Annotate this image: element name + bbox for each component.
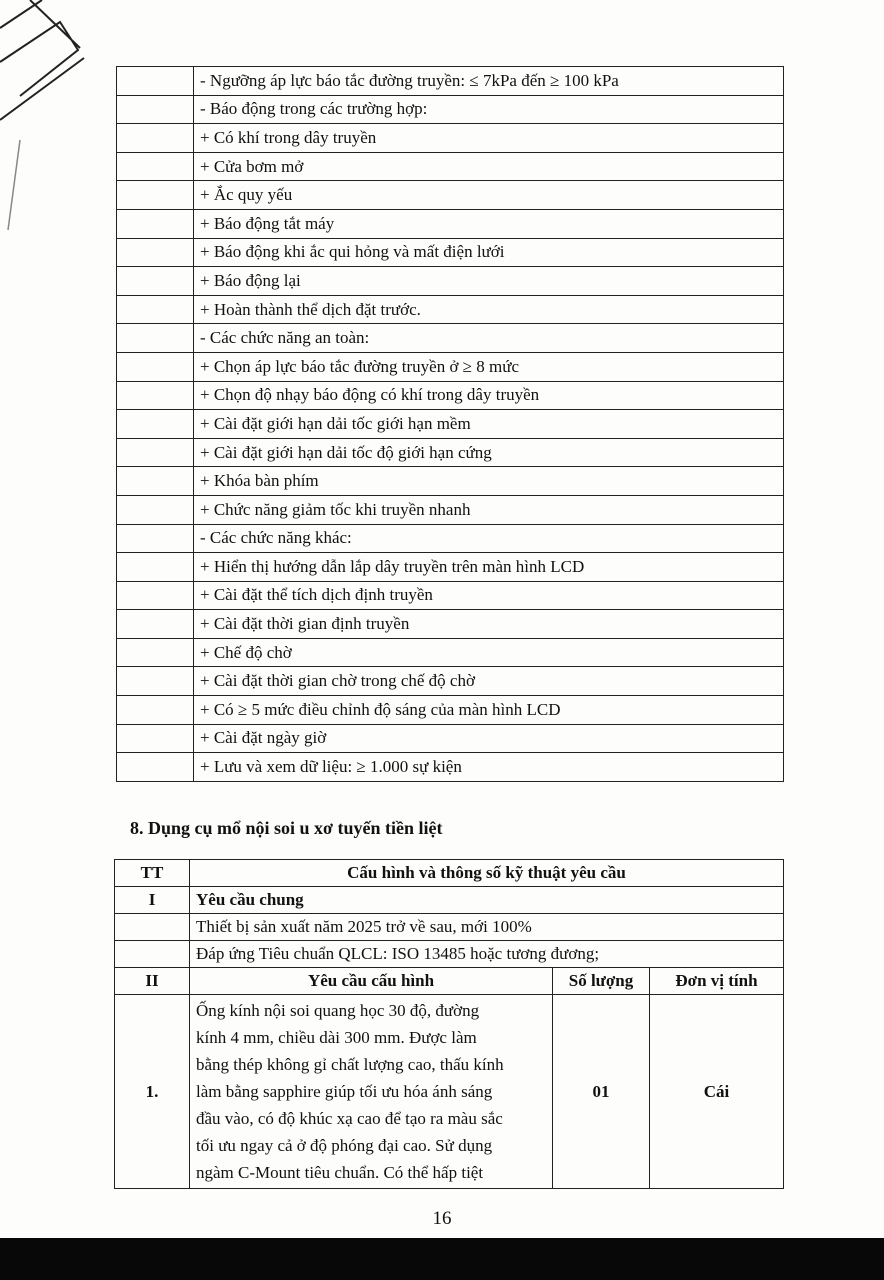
table-row [117,467,784,496]
item-unit: Cái [650,995,784,1189]
group-number: I [115,887,190,914]
endoscopy-spec-table [114,859,784,1189]
table-row [117,352,784,381]
table-row [117,610,784,639]
spec-line: + Cài đặt giới hạn dải tốc giới hạn mềm [194,410,784,439]
spec-line: + Báo động lại [194,267,784,296]
description-line: kính 4 mm, chiều dài 300 mm. Được làm [196,1028,477,1047]
description-line: tối ưu ngay cả ở độ phóng đại cao. Sử dụng [196,1136,493,1155]
table-row [117,67,784,96]
table-header-row [115,860,784,887]
empty-cell [117,467,194,496]
empty-cell [117,438,194,467]
spec-line: + Chọn độ nhạy báo động có khí trong dây truyền [194,381,784,410]
spec-line: + Chức năng giảm tốc khi truyền nhanh [194,495,784,524]
header-config: Yêu cầu cấu hình [190,968,553,995]
empty-cell [117,610,194,639]
spec-line: + Hiển thị hướng dẫn lắp dây truyền trên màn hình LCD [194,553,784,582]
corner-stamp-fragment [0,0,110,250]
empty-cell [117,238,194,267]
empty-cell [117,352,194,381]
table-row [117,724,784,753]
item-number: 1. [115,995,190,1189]
table-row [117,267,784,296]
spec-line: + Có ≥ 5 mức điều chỉnh độ sáng của màn hình LCD [194,696,784,725]
spec-line: + Chế độ chờ [194,638,784,667]
empty-cell [115,941,190,968]
spec-line: + Báo động tắt máy [194,209,784,238]
table-row [115,914,784,941]
empty-cell [117,95,194,124]
table-row [117,181,784,210]
spec-line: + Cửa bơm mở [194,152,784,181]
empty-cell [115,914,190,941]
table-row [117,638,784,667]
spec-line: + Ắc quy yếu [194,181,784,210]
description-line: làm bằng sapphire giúp tối ưu hóa ánh sáng [196,1082,493,1101]
item-row [115,995,784,1189]
table-row [117,124,784,153]
group-title: Yêu cầu chung [190,887,784,914]
spec-line: + Khóa bàn phím [194,467,784,496]
empty-cell [117,209,194,238]
table-row [117,209,784,238]
requirement-text: Thiết bị sản xuất năm 2025 trở về sau, mới 100% [190,914,784,941]
header-tt: TT [115,860,190,887]
item-quantity: 01 [553,995,650,1189]
table-row [117,381,784,410]
description-line: bằng thép không gỉ chất lượng cao, thấu kính [196,1055,504,1074]
spec-line: - Báo động trong các trường hợp: [194,95,784,124]
table-row [117,553,784,582]
empty-cell [117,696,194,725]
empty-cell [117,553,194,582]
empty-cell [117,753,194,782]
description-line: đầu vào, có độ khúc xạ cao để tạo ra màu sắc [196,1109,503,1128]
empty-cell [117,724,194,753]
bottom-black-bar [0,1238,884,1280]
item-description [190,995,553,1189]
spec-line: + Cài đặt thời gian chờ trong chế độ chờ [194,667,784,696]
empty-cell [117,267,194,296]
spec-line: - Các chức năng khác: [194,524,784,553]
empty-cell [117,152,194,181]
table-row [117,696,784,725]
requirement-text: Đáp ứng Tiêu chuẩn QLCL: ISO 13485 hoặc tương đương; [190,941,784,968]
header-quantity: Số lượng [553,968,650,995]
empty-cell [117,524,194,553]
table-row [117,667,784,696]
description-line: ngàm C-Mount tiêu chuẩn. Có thể hấp tiệt [196,1163,484,1182]
section-title: 8. Dụng cụ mổ nội soi u xơ tuyến tiền liệt [130,818,443,838]
table-row [117,581,784,610]
empty-cell [117,581,194,610]
spec-line: - Ngưỡng áp lực báo tắc đường truyền: ≤ 7kPa đến ≥ 100 kPa [194,67,784,96]
empty-cell [117,67,194,96]
spec-line: + Cài đặt thời gian định truyền [194,610,784,639]
table-row [117,295,784,324]
description-line: Ống kính nội soi quang học 30 độ, đường [196,1001,480,1020]
table-row [117,95,784,124]
spec-line: + Cài đặt ngày giờ [194,724,784,753]
empty-cell [117,638,194,667]
table-row [115,941,784,968]
spec-line: + Báo động khi ắc qui hỏng và mất điện lưới [194,238,784,267]
empty-cell [117,124,194,153]
group-row [115,887,784,914]
header-spec: Cấu hình và thông số kỹ thuật yêu cầu [190,860,784,887]
table-row [117,753,784,782]
spec-line: + Hoàn thành thể dịch đặt trước. [194,295,784,324]
empty-cell [117,410,194,439]
table-row [117,495,784,524]
header-unit: Đơn vị tính [650,968,784,995]
empty-cell [117,495,194,524]
spec-line: + Lưu và xem dữ liệu: ≥ 1.000 sự kiện [194,753,784,782]
group-number: II [115,968,190,995]
table-row [117,524,784,553]
table-row [117,438,784,467]
spec-line: - Các chức năng an toàn: [194,324,784,353]
empty-cell [117,181,194,210]
empty-cell [117,324,194,353]
specs-continued-table [116,66,784,782]
spec-line: + Chọn áp lực báo tắc đường truyền ở ≥ 8 mức [194,352,784,381]
empty-cell [117,667,194,696]
table-row [117,410,784,439]
table-row [117,152,784,181]
subheader-row [115,968,784,995]
empty-cell [117,295,194,324]
page-number: 16 [432,1208,452,1229]
spec-line: + Có khí trong dây truyền [194,124,784,153]
table-row [117,238,784,267]
table-row [117,324,784,353]
empty-cell [117,381,194,410]
spec-line: + Cài đặt thể tích dịch định truyền [194,581,784,610]
spec-line: + Cài đặt giới hạn dải tốc độ giới hạn cứng [194,438,784,467]
